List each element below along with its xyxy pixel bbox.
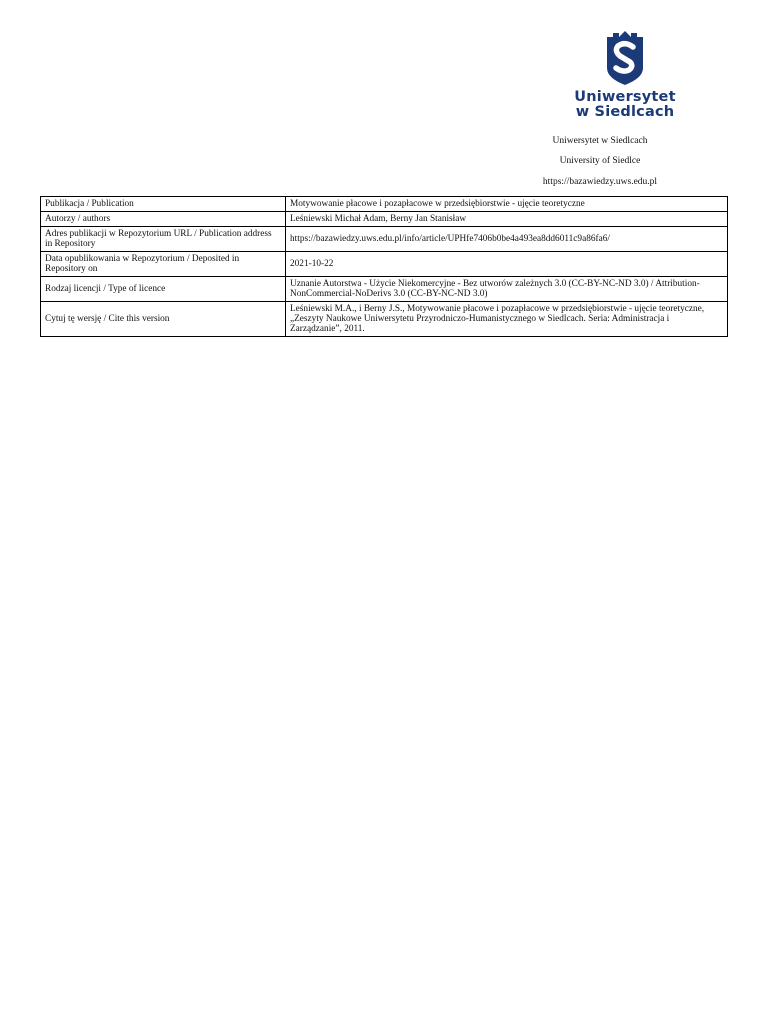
publication-metadata-table [40, 196, 728, 337]
shield-logo-icon [604, 30, 646, 86]
table-row-authors [41, 212, 728, 227]
logo-wordmark-line-1: Uniwersytet [574, 89, 676, 105]
table-row-publication [41, 197, 728, 212]
label-publication: Publikacja / Publication [41, 197, 286, 212]
value-publication-title: Motywowanie płacowe i pozapłacowe w przedsiębiorstwie - ujęcie teoretyczne [286, 197, 728, 212]
value-citation: Leśniewski M.A., i Berny J.S., Motywowanie płacowe i pozapłacowe w przedsiębiorstwie - ujęcie teoretyczne, „Zeszyty Naukowe Uniwersytetu Przyrodniczo-Humanistycznego w Siedlcach. Seria: Administracja i Zarządzanie”, 2011. [286, 302, 728, 337]
repository-link[interactable]: https://bazawiedzy.uws.edu.pl [542, 177, 658, 187]
table-row-citation [41, 302, 728, 337]
value-publication-url[interactable]: https://bazawiedzy.uws.edu.pl/info/article/UPHfe7406b0be4a493ea8dd6011c9a86fa6/ [286, 227, 728, 252]
institution-name-en: University of Siedlce [559, 156, 641, 166]
table-row-url [41, 227, 728, 252]
value-licence: Uznanie Autorstwa - Użycie Niekomercyjne - Bez utworów zależnych 3.0 (CC-BY-NC-ND 3.0) / Attribution-NonCommercial-NoDerivs 3.0 (CC-BY-NC-ND 3.0) [286, 277, 728, 302]
logo-wordmark-line-2: w Siedlcach [575, 104, 675, 120]
value-authors: Leśniewski Michał Adam, Berny Jan Stanisław [286, 212, 728, 227]
label-publication-url: Adres publikacji w Repozytorium URL / Publication address in Repository [41, 227, 286, 252]
label-authors: Autorzy / authors [41, 212, 286, 227]
label-deposit-date: Data opublikowania w Repozytorium / Deposited in Repository on [41, 252, 286, 277]
label-citation: Cytuj tę wersję / Cite this version [41, 302, 286, 337]
value-deposit-date: 2021-10-22 [286, 252, 728, 277]
table-row-licence [41, 277, 728, 302]
table-row-deposit-date [41, 252, 728, 277]
institution-name-pl: Uniwersytet w Siedlcach [552, 136, 648, 146]
label-licence: Rodzaj licencji / Type of licence [41, 277, 286, 302]
logo-wordmark [560, 90, 690, 120]
university-logo [560, 30, 690, 120]
